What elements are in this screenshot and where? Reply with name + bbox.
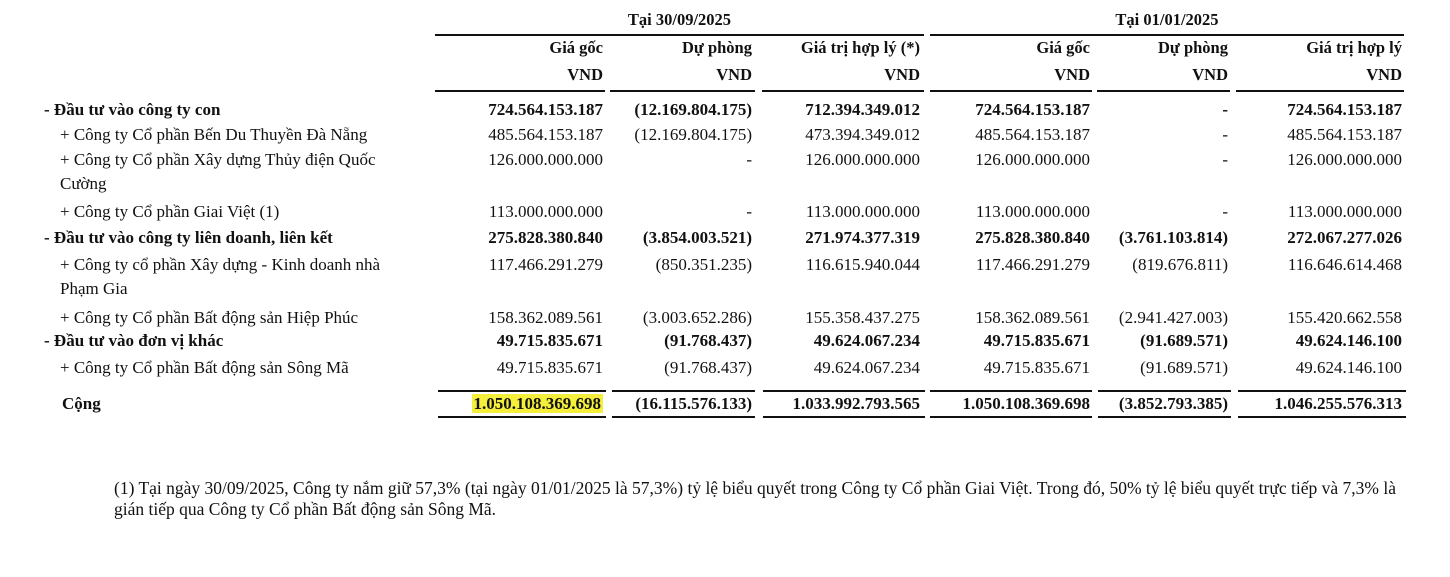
column-header: Giá trị hợp lý (*) <box>800 38 920 57</box>
table-cell: 49.715.835.671 <box>983 358 1090 377</box>
table-cell: 275.828.380.840 <box>488 228 603 247</box>
table-cell: (91.689.571) <box>1140 358 1228 377</box>
total-top-line <box>1238 390 1406 392</box>
table-cell: - <box>1222 150 1228 169</box>
column-header: Dự phòng <box>1158 38 1228 57</box>
table-cell: 113.000.000.000 <box>975 202 1090 221</box>
table-cell: (819.676.811) <box>1132 255 1228 274</box>
item-label: + Công ty Cổ phần Bất động sản Sông Mã <box>60 358 349 377</box>
table-cell: 49.624.067.234 <box>813 358 920 377</box>
header-underline <box>930 90 1092 92</box>
table-cell: 724.564.153.187 <box>1287 100 1402 119</box>
item-label: + Công ty Cổ phần Giai Việt (1) <box>60 202 280 221</box>
table-cell: 485.564.153.187 <box>488 125 603 144</box>
table-cell: 116.646.614.468 <box>1287 255 1402 274</box>
group-header-underline <box>930 34 1404 36</box>
table-cell: 126.000.000.000 <box>488 150 603 169</box>
table-cell: 49.624.146.100 <box>1295 331 1402 350</box>
table-cell: 155.358.437.275 <box>805 308 920 327</box>
table-cell: (91.689.571) <box>1140 331 1228 350</box>
column-unit: VND <box>567 65 603 84</box>
table-cell: (3.761.103.814) <box>1118 228 1228 247</box>
table-cell: 473.394.349.012 <box>805 125 920 144</box>
table-cell: 117.466.291.279 <box>488 255 603 274</box>
table-cell: (2.941.427.003) <box>1118 308 1228 327</box>
item-label-continued: Phạm Gia <box>60 279 128 298</box>
total-top-line <box>930 390 1092 392</box>
highlighted-total-value: 1.050.108.369.698 <box>473 394 601 413</box>
column-header: Giá gốc <box>549 38 603 57</box>
table-cell: 49.715.835.671 <box>983 331 1090 350</box>
column-header: Giá trị hợp lý <box>1306 38 1402 57</box>
total-cell <box>581 394 752 414</box>
total-value: (16.115.576.133) <box>635 394 752 413</box>
section-label: - Đầu tư vào đơn vị khác <box>44 331 224 350</box>
section-label: - Đầu tư vào công ty liên doanh, liên kết <box>44 228 333 247</box>
table-cell: 271.974.377.319 <box>805 228 920 247</box>
total-bottom-line <box>763 416 925 418</box>
table-cell: 113.000.000.000 <box>1287 202 1402 221</box>
item-label: + Công ty Cổ phần Bến Du Thuyền Đà Nẵng <box>60 125 368 144</box>
table-cell: 49.624.067.234 <box>813 331 920 350</box>
group-header: Tại 01/01/2025 <box>1115 10 1219 29</box>
table-cell: 724.564.153.187 <box>975 100 1090 119</box>
column-unit: VND <box>1366 65 1402 84</box>
table-cell: (3.003.652.286) <box>642 308 752 327</box>
table-cell: - <box>746 150 752 169</box>
total-value: 1.046.255.576.313 <box>1274 394 1402 413</box>
table-cell: 485.564.153.187 <box>1287 125 1402 144</box>
item-label-continued: Cường <box>60 174 107 193</box>
total-bottom-line <box>1238 416 1406 418</box>
total-top-line <box>438 390 606 392</box>
item-label: + Công ty Cổ phần Bất động sản Hiệp Phúc <box>60 308 359 327</box>
total-top-line <box>1098 390 1231 392</box>
table-cell: (850.351.235) <box>655 255 752 274</box>
table-cell: 158.362.089.561 <box>488 308 603 327</box>
item-label: + Công ty Cổ phần Xây dựng Thủy điện Quốc <box>60 150 376 169</box>
table-cell: 117.466.291.279 <box>975 255 1090 274</box>
header-underline <box>762 90 924 92</box>
column-header: Dự phòng <box>682 38 752 57</box>
table-cell: 158.362.089.561 <box>975 308 1090 327</box>
total-bottom-line <box>1098 416 1231 418</box>
table-cell: (91.768.437) <box>664 358 752 377</box>
table-cell: - <box>1222 202 1228 221</box>
table-cell: 724.564.153.187 <box>488 100 603 119</box>
table-cell: (3.854.003.521) <box>642 228 752 247</box>
total-label: Cộng <box>62 394 101 413</box>
total-cell <box>749 394 920 414</box>
total-cell <box>432 394 603 414</box>
column-header: Giá gốc <box>1036 38 1090 57</box>
table-cell: 126.000.000.000 <box>1287 150 1402 169</box>
column-unit: VND <box>1192 65 1228 84</box>
table-cell: 272.067.277.026 <box>1287 228 1402 247</box>
table-cell: 49.715.835.671 <box>496 331 603 350</box>
header-underline <box>435 90 605 92</box>
total-top-line <box>612 390 755 392</box>
section-label: - Đầu tư vào công ty con <box>44 100 221 119</box>
table-cell: 49.715.835.671 <box>496 358 603 377</box>
total-cell <box>1057 394 1228 414</box>
table-cell: - <box>1222 100 1228 119</box>
footnote: (1) Tại ngày 30/09/2025, Công ty nắm giữ 57,3% (tại ngày 01/01/2025 là 57,3%) tỷ lệ biểu quyết trong Công ty Cổ phần Giai Việt. Trong đó, 50% tỷ lệ biểu quyết trực tiếp và 7,3% là gián tiếp qua Công ty Cổ phần Bất động sản Sông Mã. <box>114 478 1396 519</box>
table-cell: 113.000.000.000 <box>805 202 920 221</box>
table-cell: 126.000.000.000 <box>805 150 920 169</box>
table-cell: (91.768.437) <box>664 331 752 350</box>
table-cell: (12.169.804.175) <box>634 125 752 144</box>
group-header-underline <box>435 34 924 36</box>
table-cell: 275.828.380.840 <box>975 228 1090 247</box>
header-underline <box>610 90 755 92</box>
table-cell: - <box>746 202 752 221</box>
table-cell: 116.615.940.044 <box>805 255 920 274</box>
table-cell: (12.169.804.175) <box>634 100 752 119</box>
total-bottom-line <box>438 416 606 418</box>
header-underline <box>1236 90 1404 92</box>
group-header: Tại 30/09/2025 <box>627 10 732 29</box>
total-value: 1.050.108.369.698 <box>962 394 1090 413</box>
total-top-line <box>763 390 925 392</box>
total-cell <box>1231 394 1402 414</box>
item-label: + Công ty cổ phần Xây dựng - Kinh doanh nhà <box>60 255 381 274</box>
table-cell: - <box>1222 125 1228 144</box>
column-unit: VND <box>884 65 920 84</box>
table-cell: 126.000.000.000 <box>975 150 1090 169</box>
column-unit: VND <box>1054 65 1090 84</box>
header-underline <box>1097 90 1230 92</box>
total-value: (3.852.793.385) <box>1118 394 1228 413</box>
table-cell: 155.420.662.558 <box>1287 308 1402 327</box>
table-cell: 712.394.349.012 <box>805 100 920 119</box>
table-cell: 113.000.000.000 <box>488 202 603 221</box>
table-cell: 49.624.146.100 <box>1295 358 1402 377</box>
column-unit: VND <box>716 65 752 84</box>
total-bottom-line <box>612 416 755 418</box>
total-bottom-line <box>930 416 1092 418</box>
table-cell: 485.564.153.187 <box>975 125 1090 144</box>
total-value: 1.033.992.793.565 <box>792 394 920 413</box>
